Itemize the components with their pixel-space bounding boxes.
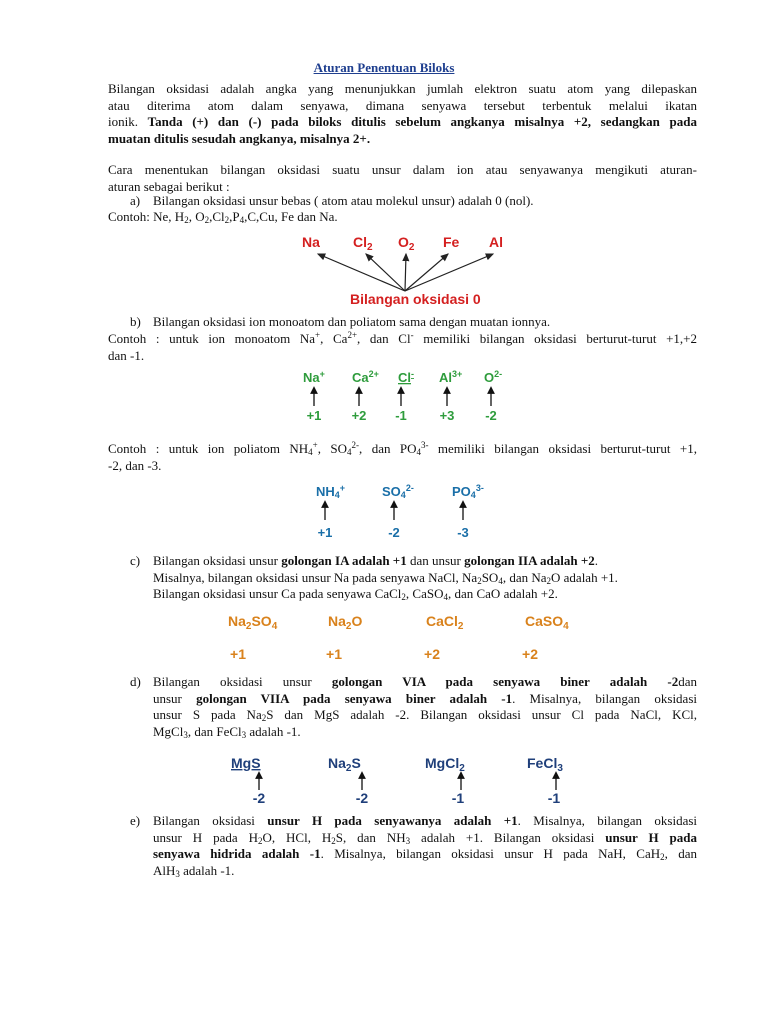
- fig2-value: +2: [351, 408, 367, 423]
- fig2-ion: Na+: [303, 369, 325, 385]
- fig4-compound: $Na_2SO_4$: [228, 613, 278, 632]
- fig2-value: +3: [439, 408, 455, 423]
- rule-e-bold-2: unsur H pada: [605, 829, 697, 845]
- fig1-arrow: [405, 254, 448, 291]
- rule-d-text-3: . Misalnya, bilangan oksidasi: [512, 690, 697, 706]
- fig1-arrow: [405, 254, 493, 291]
- fig2-value: +1: [306, 408, 322, 423]
- intro-line-3-bold: Tanda (+) dan (-) pada biloks ditulis sebelum angkanya misalnya +2, sedangkan pada: [147, 114, 697, 129]
- rule-d-label: d): [130, 674, 141, 689]
- page-title: Aturan Penentuan Biloks: [313, 60, 455, 75]
- rule-d-line-3: unsur S pada $Na_2S$ dan MgS adalah -2. Bilangan oksidasi unsur Cl pada NaCl, KCl,: [153, 707, 697, 723]
- fig2-value: -1: [395, 408, 407, 423]
- fig1-element: $Cl_2$: [353, 234, 373, 253]
- rule-d-bold-2: golongan VIIA pada senyawa biner adalah -1: [196, 690, 513, 706]
- rule-a-text: Bilangan oksidasi unsur bebas ( atom atau molekul unsur) adalah 0 (nol).: [153, 193, 534, 208]
- rule-b-example-2-line-1: Contoh : untuk ion poliatom $NH_4^+$, $SO_4^{2-}$, dan $PO_4^{3-}$ memiliki bilangan oksidasi berturut-turut +1,: [108, 440, 697, 457]
- fig1-element: $O_2$: [398, 234, 415, 253]
- rule-c-bold-1: golongan IA adalah +1: [281, 553, 407, 568]
- fig1-element: Na: [302, 234, 320, 250]
- rule-b-label: b): [130, 314, 141, 329]
- rule-b-example-1: [108, 331, 697, 364]
- figure-group-1-2-compounds: [225, 610, 585, 664]
- fig4-value: +1: [326, 646, 342, 662]
- rule-e-label: e): [130, 813, 141, 828]
- document-page: Aturan Penentuan Biloks Bilangan oksidasi adalah angka yang menunjukkan jumlah elektron suatu atom yang dilepaskan atau diterima atom dalam senyawa, dimana senyawa tersebut terbentuk melalui ikatan ionik. Tanda (+) dan (-) pada biloks ditulis sebelum angkanya misalnya +2, sedangkan pada muatan ditulis sesudah angkanya, misalnya 2+. Cara menentukan bilangan oksidasi suatu unsur dalam ion atau senyawanya mengikuti aturan- aturan sebagai berikut : a) Bilangan oksidasi unsur bebas ( atom atau molekul unsur) adalah 0 (nol). Contoh: Ne, $H_2$, $O_2,Cl_2,P_4,C,Cu$, Fe dan Na. Na $Cl_2$ $O_2$ Fe Al Bilangan oksidasi 0 b) Bilangan oksidasi ion monoatom dan poliatom sama dengan muatan ionnya. Contoh : untuk ion monoatom Na+, $Ca^{2+}$, dan Cl- memiliki bilangan oksidasi berturut-turut +1,+2 dan -1. Na+ $Ca^{2+}$ Cl- $Al^{3+}$ $O^{2-}$ +1 +2 -1 +3 -2 Contoh : untuk ion poliatom $NH_4^+$, $SO_4^{2-}$, dan $PO_4^{3-}$ memiliki bilangan oksidasi berturut-turut +1, -2, dan -3. NH4+ $SO4^{2-}$ $PO4^{3-}$ +1 -2 -3 c) Bilangan oksidasi unsur golongan IA adalah +1 dan unsur golongan IIA adalah +2. Misalnya, bilangan oksidasi unsur Na pada senyawa NaCl, $Na_2SO_4$, dan $Na_2O$ adalah +1. Bilangan oksidasi unsur Ca pada senyawa CaCl$_2$, CaSO$_4$, dan CaO adalah +2. $Na_2SO_4$ $Na_2O$ CaCl$_2$ CaSO$_4$ +1 +1 +2 +2 d) Bilangan oksidasi unsur golongan VIA pada senyawa biner adalah -2dan unsur golongan VIIA pada senyawa biner adalah -1. Misalnya, bilangan oksidasi unsur S pada $Na_2S$ dan MgS adalah -2. Bilangan oksidasi unsur Cl pada NaCl, KCl, MgCl$_3$, dan FeCl$_3$ adalah -1. MgS $Na_2S$ MgCl$_2$ FeCl$_3$ -2 -2 -1 -1 e) Bilangan oksidasi unsur H pada senyawanya adalah +1. Misalnya, bilangan oksidasi unsur H pada $H_2O$, HCl, $H_2S$, dan $NH_3$ adalah +1. Bilangan oksidasi unsur H pada senyawa hidrida adalah -1. Misalnya, bilangan oksidasi unsur H pada NaH, CaH$_2$, dan AlH$_3$ adalah -1.: [0, 0, 768, 1024]
- fig1-element: Al: [489, 234, 503, 250]
- fig3-value: -3: [457, 525, 469, 540]
- rule-b-text: Bilangan oksidasi ion monoatom dan poliatom sama dengan muatan ionnya.: [153, 314, 551, 329]
- fig2-ion: $Ca^{2+}$: [352, 369, 379, 385]
- figure-monoatomic-ions: [295, 368, 525, 426]
- fig5-value: -2: [355, 790, 369, 806]
- fig4-value: +2: [522, 646, 538, 662]
- figure-polyatomic-ions: [310, 482, 510, 542]
- fig1-caption: Bilangan oksidasi 0: [350, 291, 481, 307]
- fig5-compound: FeCl$_3$: [527, 755, 563, 774]
- fig2-value: -2: [485, 408, 497, 423]
- rule-a-label: a): [130, 193, 141, 208]
- fig4-value: +2: [424, 646, 440, 662]
- rule-c-line-2: Misalnya, bilangan oksidasi unsur Na pada senyawa NaCl, $Na_2SO_4$, dan $Na_2O$ adalah +1.: [153, 570, 618, 586]
- rule-c-line-3: Bilangan oksidasi unsur Ca pada senyawa CaCl$_2$, CaSO$_4$, dan CaO adalah +2.: [153, 586, 558, 602]
- fig5-value: -1: [451, 790, 465, 806]
- rule-d-line-4: MgCl$_3$, dan FeCl$_3$ adalah -1.: [153, 723, 301, 740]
- intro-line-3: [108, 114, 697, 131]
- rule-d-bold-1: golongan VIA pada senyawa biner adalah -2: [331, 674, 679, 689]
- rule-b-example-1-line-2: dan -1.: [108, 347, 145, 363]
- rule-e-text-1: Bilangan oksidasi: [153, 813, 255, 828]
- fig4-value: +1: [230, 646, 246, 662]
- fig1-arrow: [318, 254, 405, 291]
- fig3-ion: NH4+: [316, 483, 346, 500]
- fig5-value: -2: [252, 790, 266, 806]
- rule-a-example-rest: C,Cu, Fe dan Na.: [247, 209, 338, 224]
- rule-a-example-prefix: Contoh: Ne, H: [108, 209, 185, 224]
- rule-c-text-2: dan unsur: [409, 553, 461, 568]
- fig3-value: -2: [388, 525, 400, 540]
- intro-line-3-text: ionik.: [108, 114, 138, 129]
- fig4-compound: CaCl$_2$: [426, 613, 464, 632]
- fig1-arrow: [366, 254, 405, 291]
- fig1-element: Fe: [443, 234, 460, 250]
- figure-free-elements: [290, 232, 520, 308]
- rule-e-bold-3: senyawa hidrida adalah -1: [153, 846, 321, 861]
- rule-c-text-1: Bilangan oksidasi unsur: [153, 553, 278, 568]
- fig4-compound: $Na_2O$: [328, 613, 363, 632]
- rule-e-line-4: AlH$_3$ adalah -1.: [153, 862, 235, 879]
- rule-d-text-1: Bilangan oksidasi unsur: [153, 674, 312, 689]
- fig5-value: -1: [547, 790, 561, 806]
- rule-b-example-1-line-1: Contoh : untuk ion monoatom Na+, $Ca^{2+}$, dan Cl- memiliki bilangan oksidasi berturut-turut +1,+2: [108, 330, 697, 346]
- figure-binary-compounds: [228, 750, 588, 808]
- fig3-value: +1: [317, 525, 333, 540]
- intro-line-4: [108, 131, 697, 148]
- fig3-ion: $SO4^{2-}$: [382, 483, 414, 500]
- intro-line-4-bold: muatan ditulis sesudah angkanya, misalnya 2+.: [108, 130, 371, 146]
- intro-paragraph: [108, 81, 697, 147]
- rule-c-bold-2: golongan IIA adalah +2: [464, 553, 595, 568]
- fig2-ion: Cl-: [398, 369, 414, 385]
- rule-a-example: Contoh: Ne, $H_2$, $O_2,Cl_2,P_4,C,Cu$, Fe dan Na.: [108, 209, 338, 225]
- fig4-compound: CaSO$_4$: [525, 613, 569, 632]
- rule-d-text-1b: dan: [678, 674, 698, 689]
- rule-e-text-2: . Misalnya, bilangan oksidasi: [517, 813, 698, 828]
- method-paragraph: [108, 162, 697, 195]
- rule-b-example-2-line-2: -2, dan -3.: [108, 457, 162, 473]
- fig5-compound: $Na_2S$: [328, 755, 361, 774]
- fig1-arrow: [405, 254, 406, 291]
- rule-c-label: c): [130, 553, 141, 568]
- fig2-ion: $O^{2-}$: [484, 369, 503, 385]
- fig3-ion: $PO4^{3-}$: [452, 483, 484, 500]
- rule-b-example-2: [108, 441, 697, 474]
- intro-line-1: Bilangan oksidasi adalah angka yang menunjukkan jumlah elektron suatu atom yang dilepaskan: [108, 81, 697, 96]
- method-line-2: aturan sebagai berikut :: [108, 178, 230, 194]
- fig5-compound: MgS: [231, 755, 261, 771]
- fig5-compound: MgCl$_2$: [425, 755, 465, 774]
- fig2-ion: $Al^{3+}$: [439, 369, 463, 385]
- rule-e-bold-1: unsur H pada senyawanya adalah +1: [267, 813, 518, 828]
- rule-d-text-2: unsur: [153, 690, 182, 706]
- intro-line-2: atau diterima atom dalam senyawa, dimana senyawa tersebut terbentuk melalui ikatan: [108, 97, 697, 113]
- method-line-1: Cara menentukan bilangan oksidasi suatu unsur dalam ion atau senyawanya mengikuti aturan-: [108, 162, 697, 177]
